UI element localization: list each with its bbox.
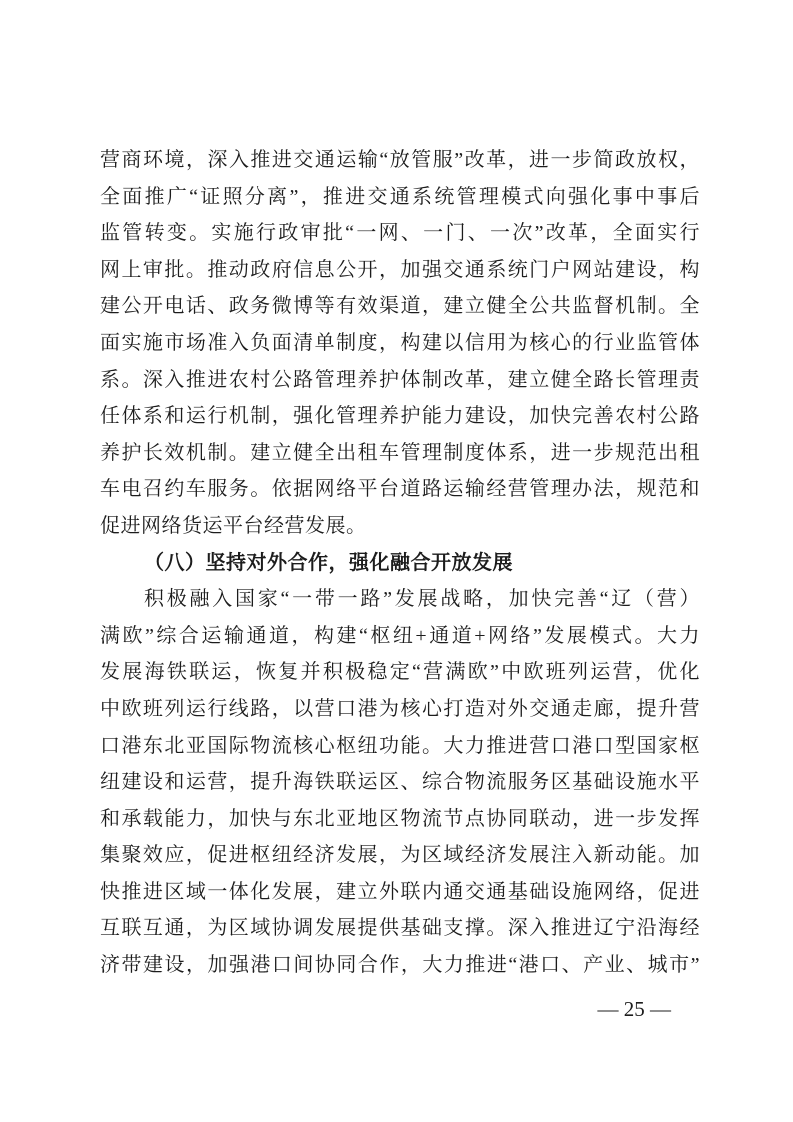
body-line: 促进网络货运平台经营发展。: [100, 514, 367, 537]
body-line: 济带建设，加强港口间协同合作，大力推进“港口、产业、城市”: [100, 954, 700, 977]
body-line: 积极融入国家“一带一路”发展战略，加快完善“辽（营）: [144, 588, 700, 611]
body-line: 满欧”综合运输通道，构建“枢纽+通道+网络”发展模式。大力: [100, 624, 700, 647]
body-line: 和承载能力，加快与东北亚地区物流节点协同联动，进一步发挥: [100, 807, 700, 830]
body-line: 网上审批。推动政府信息公开，加强交通系统门户网站建设，构: [100, 258, 700, 281]
body-line: 车电召约车服务。依据网络平台道路运输经营管理办法，规范和: [100, 478, 700, 501]
section-heading: （八）坚持对外合作，强化融合开放发展: [144, 551, 513, 574]
document-body: [100, 142, 700, 984]
body-line: 口港东北亚国际物流核心枢纽功能。大力推进营口港口型国家枢: [100, 734, 700, 757]
body-line: 集聚效应，促进枢纽经济发展，为区域经济发展注入新动能。加: [100, 844, 700, 867]
body-line: 营商环境，深入推进交通运输“放管服”改革，进一步简政放权，: [100, 149, 700, 171]
body-line: 监管转变。实施行政审批“一网、一门、一次”改革，全面实行: [100, 222, 700, 245]
body-line: 互联互通，为区域协调发展提供基础支撑。深入推进辽宁沿海经: [100, 917, 700, 940]
body-line: 发展海铁联运，恢复并积极稳定“营满欧”中欧班列运营，优化: [100, 661, 700, 684]
body-line: 中欧班列运行线路，以营口港为核心打造对外交通走廊，提升营: [100, 697, 700, 720]
page-number: — 25 —: [597, 997, 671, 1021]
page-footer: [598, 997, 672, 1021]
body-line: 纽建设和运营，提升海铁联运区、综合物流服务区基础设施水平: [100, 771, 700, 794]
body-line: 面实施市场准入负面清单制度，构建以信用为核心的行业监管体: [100, 331, 700, 354]
body-line: 系。深入推进农村公路管理养护体制改革，建立健全路长管理责: [100, 368, 700, 391]
body-line: 全面推广“证照分离”，推进交通系统管理模式向强化事中事后: [100, 185, 700, 208]
body-line: 建公开电话、政务微博等有效渠道，建立健全公共监督机制。全: [100, 295, 700, 318]
body-line: 任体系和运行机制，强化管理养护能力建设，加快完善农村公路: [100, 405, 700, 428]
body-line: 养护长效机制。建立健全出租车管理制度体系，进一步规范出租: [100, 441, 700, 464]
body-line: 快推进区域一体化发展，建立外联内通交通基础设施网络，促进: [100, 880, 700, 903]
